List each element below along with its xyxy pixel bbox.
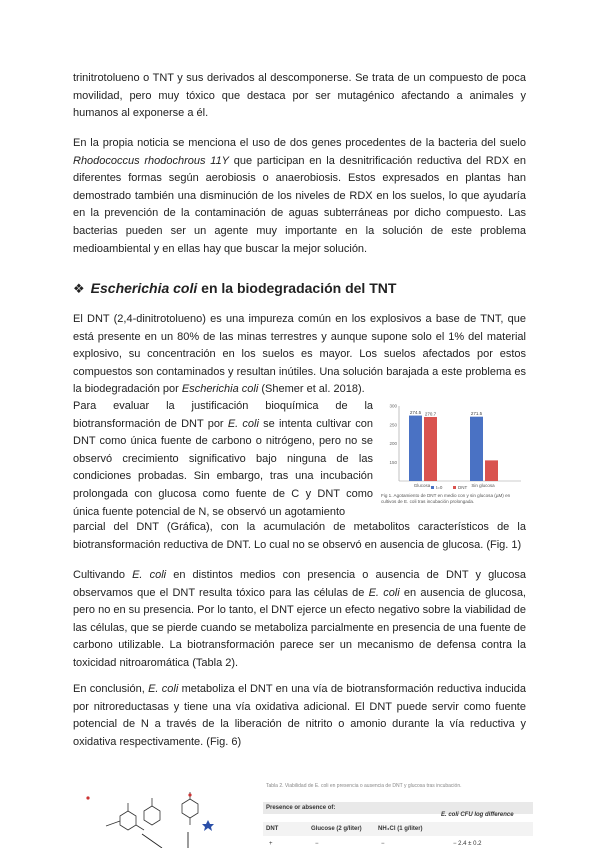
paragraph-intro (73, 70, 526, 123)
text-run: parcial del DNT (Gráfica), con la acumulación de metabolitos característicos de la biotransformación reductiva de DNT. Lo cual no se observó en ausencia de glucosa. (Fig. 1) (73, 521, 526, 551)
table-cell: + (269, 841, 273, 847)
bar-t-0-0 (409, 416, 422, 481)
text-run: en distintos medios con presencia o ausencia de DNT y glucosa observamos que el DNT resulta tóxico para las células de (73, 569, 526, 599)
bar-dnt-0 (424, 417, 437, 481)
bar-chart (381, 401, 526, 493)
figure-dnt-chart (381, 401, 526, 511)
molecule-icon (106, 798, 160, 830)
paragraph-text: trinitrotolueno o TNT y sus derivados al descomponerse. Se trata de un compuesto de poca movilidad, pero muy tóxico que destaca por ser mutagénico afectando a animales y humanos al exponerse a él. (73, 72, 526, 120)
legend-label: DNT (458, 485, 468, 490)
text-run: que participan en la desnitrificación reductiva del RDX en diferentes formas según aerobiosis o anaerobiosis. Estos expresados en plantas han demostrado también una disminución de los niveles de RDX en los suelos, lo que ayudaría en la prevención de la contaminación de aguas subterráneas por dicho compuesto. Las bacterias pueden ser un agente muy importante en la solución de este problema medioambiental y en ellas hay que buscar la mejor solución. (73, 154, 526, 255)
text-run: se intenta cultivar con DNT como única fuente de carbono o nitrógeno, pero no se observó crecimiento significativo bajo ninguna de las condiciones probadas. Sin embargo, tras una incubación prolongada con glucosa como fuente de C y DNT como única fuente potencial de N, se observó un agotamiento (73, 417, 373, 518)
legend-swatch (453, 486, 456, 489)
paragraph-conclusion (73, 681, 526, 751)
section-heading (73, 280, 396, 297)
species-name: Rhodococcus rhodochrous 11Y (73, 154, 230, 167)
text-run: en ausencia de glucosa, pero no en su presencia. Por lo tanto, el DNT ejerce un efecto negativo sobre la viabilidad de las células, que se pierde cuando se metaboliza parcialmente en presencia de una fuente de carbono utilizable. La biotransformación parece ser un mecanismo de defensa contra la toxicidad nitroaromática (Tabla 2). (73, 586, 526, 669)
text-run: (Shemer et al. 2018). (258, 383, 365, 396)
legend-label: t=0 (436, 485, 443, 490)
table-group-header: Presence or absence of: (266, 805, 336, 811)
paragraph-biotransformation-cont (73, 519, 526, 554)
table-col-glucose: Glucose (2 g/liter) (311, 826, 362, 832)
table-col-result: E. coli CFU log difference (441, 812, 514, 818)
y-tick-label: 300 (389, 403, 397, 409)
arrow-icon (142, 834, 162, 848)
table-cell: − (381, 841, 385, 847)
species-name: E. coli (132, 569, 167, 581)
table-cell: − (315, 841, 319, 847)
paragraph-dnt (73, 311, 526, 399)
species-name: E. coli (227, 417, 259, 430)
table-col-nh4cl: NH₄Cl (1 g/liter) (378, 826, 423, 832)
table-title: Tabla 2. Viabilidad de E. coli en presencia o ausencia de DNT y glucosa tras incubación. (266, 783, 462, 789)
x-tick-label: Sin glucosa (471, 483, 495, 488)
diamond-bullet-icon: ❖ (73, 281, 85, 296)
text-run: En la propia noticia se menciona el uso de dos genes procedentes de la bacteria del suelo (73, 137, 526, 149)
paragraph-rhodococcus (73, 135, 526, 258)
table-cell: − 2.4 ± 0.2 (453, 841, 482, 847)
y-tick-label: 250 (389, 422, 397, 428)
heading-text: en la biodegradación del TNT (197, 280, 397, 296)
y-tick-label: 200 (389, 441, 397, 446)
text-run: El DNT (2,4-dinitrotolueno) es una impureza común en los explosivos a base de TNT, que está presente en un 80% de las minas terrestres y aunque supone solo el 1% del material explosivo, su concentración en los suelos es mayor. Los suelos afectados por estos compuestos son contaminados y resultan inútiles. Una solución barajada a este problema es la biodegradación por (73, 313, 526, 396)
x-tick-label: Glucosa (413, 483, 431, 488)
y-tick-label: 150 (389, 459, 397, 465)
bar-t-0-1 (470, 417, 483, 481)
text-run: Para evaluar la justificación bioquímica de la biotransformación de DNT por (73, 400, 373, 430)
legend-swatch (431, 486, 434, 489)
species-name: E. coli (368, 586, 400, 599)
molecule-icon (182, 792, 198, 825)
species-name: E. coli (148, 683, 179, 695)
text-run: metaboliza el DNT en una vía de biotransformación reductiva inducida por nitroreductasas y tiene una vía oxidativa adicional. El DNT puede servir como fuente potencial de N a través de la liberación de nitrito o amonio durante la vía reductiva y oxidativa respectivamente. (Fig. 6) (73, 683, 526, 748)
species-name: Escherichia coli (181, 383, 259, 396)
figure-caption: Fig 1. Agotamiento de DNT en medio con y sin glucosa (µM) en cultivos de E. coli tras incubación prolongada. (381, 493, 511, 504)
paragraph-biotransformation (73, 398, 373, 521)
text-run: En conclusión, (73, 683, 149, 695)
pathway-diagram (80, 786, 230, 848)
data-label: 274.5 (409, 410, 422, 416)
heading-species: Escherichia coli (90, 280, 198, 296)
bar-dnt-1 (485, 460, 498, 481)
nitro-marker-icon (86, 796, 89, 799)
nitro-marker-icon (188, 793, 191, 796)
data-label: 271.5 (470, 411, 483, 417)
star-icon (202, 820, 214, 831)
table-col-dnt: DNT (266, 826, 279, 832)
data-label: 270.7 (424, 411, 437, 417)
paragraph-toxicity (73, 567, 526, 673)
table-2-snippet (263, 783, 533, 849)
text-run: Cultivando (73, 569, 133, 581)
